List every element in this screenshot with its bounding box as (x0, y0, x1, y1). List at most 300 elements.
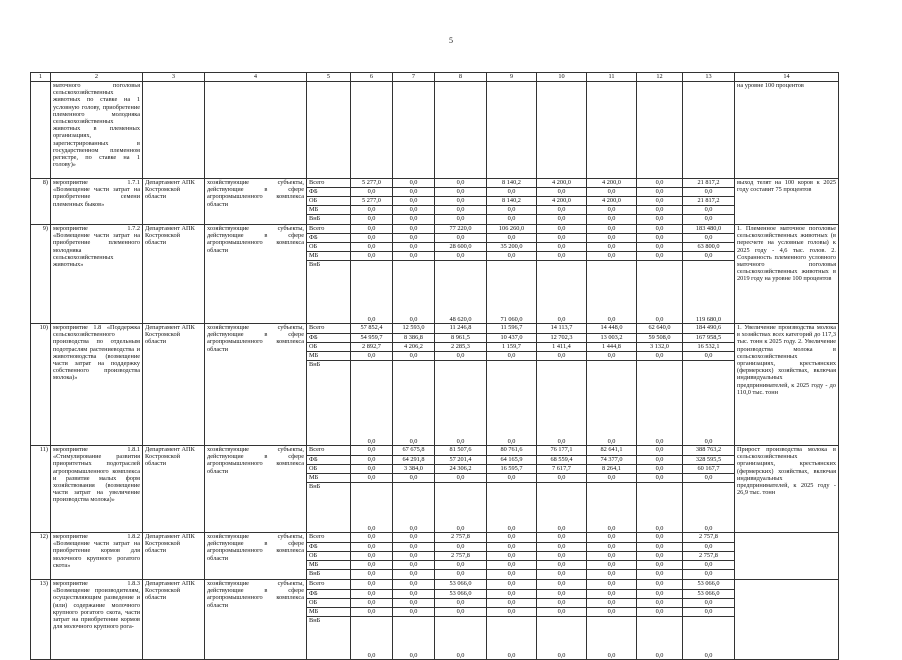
amount-cell: 0,0 (393, 590, 435, 599)
amount-cell: 0,0 (393, 580, 435, 590)
amount-cell: 0,0 (587, 206, 637, 215)
amount-cell: 53 066,0 (435, 580, 487, 590)
amount-cell: 0,0 (351, 361, 393, 446)
amount-cell: 48 620,0 (435, 261, 487, 324)
amount-cell: 0,0 (637, 179, 683, 188)
amount-cell: 0,0 (683, 234, 735, 243)
funding-source: МБ (307, 608, 351, 617)
amount-cell: 54 959,7 (351, 334, 393, 343)
amount-cell: 0,0 (637, 474, 683, 483)
amount-cell: 0,0 (587, 361, 637, 446)
header-cell: 4 (205, 73, 307, 82)
amount-cell: 0,0 (637, 206, 683, 215)
amount-cell: 4 206,2 (393, 343, 435, 352)
amount-cell: 0,0 (435, 197, 487, 206)
amount-cell: 0,0 (637, 483, 683, 533)
funding-source: ФБ (307, 188, 351, 197)
amount-cell: 0,0 (587, 474, 637, 483)
funding-source: Всего (307, 324, 351, 334)
row-number: 12) (31, 533, 51, 580)
amount-cell: 0,0 (351, 352, 393, 361)
executor: Департамент АПК Костромской области (143, 225, 205, 324)
amount-cell: 0,0 (487, 215, 537, 225)
header-cell: 13 (683, 73, 735, 82)
measure-name: мероприятие 1.8 «Поддержка сельскохозяйственного производства по отдельным подотраслям растениеводства и животноводства (возмещение части затрат на поддержку собственного производства молока)» (51, 324, 143, 446)
amount-cell: 8 961,5 (435, 334, 487, 343)
amount-cell: 0,0 (683, 352, 735, 361)
amount-cell: 63 800,0 (683, 243, 735, 252)
amount-cell: 8 386,8 (393, 334, 435, 343)
amount-cell: 0,0 (683, 561, 735, 570)
amount-cell: 0,0 (351, 206, 393, 215)
amount-cell: 0,0 (393, 234, 435, 243)
page-number: 5 (449, 36, 453, 45)
amount-cell: 0,0 (587, 533, 637, 543)
amount-cell: 14 113,7 (537, 324, 587, 334)
measure-name: мероприятие 1.7.2 «Возмещение части затрат на приобретение племенного молодняка сельскохозяйственных животных» (51, 225, 143, 324)
amount-cell: 0,0 (537, 243, 587, 252)
amount-cell: 0,0 (487, 352, 537, 361)
amount-cell: 0,0 (537, 570, 587, 580)
amount-cell: 0,0 (537, 261, 587, 324)
funding-source: ОБ (307, 552, 351, 561)
amount-cell: 68 559,4 (537, 456, 587, 465)
amount-cell: 0,0 (637, 533, 683, 543)
amount-cell: 21 817,2 (683, 197, 735, 206)
amount-cell: 0,0 (487, 252, 537, 261)
measure-row (31, 225, 839, 234)
amount-cell: 0,0 (393, 261, 435, 324)
amount-cell: 0,0 (351, 446, 393, 456)
amount-cell: 0,0 (537, 533, 587, 543)
amount-cell: 1 411,4 (537, 343, 587, 352)
amount-cell: 0,0 (393, 215, 435, 225)
amount-cell: 0,0 (435, 474, 487, 483)
amount-cell: 0,0 (351, 465, 393, 474)
amount-cell: 0,0 (393, 197, 435, 206)
amount-cell: 4 200,0 (587, 179, 637, 188)
funding-source: ВнБ (307, 483, 351, 533)
funding-source: Всего (307, 580, 351, 590)
amount-cell: 0,0 (435, 215, 487, 225)
amount-cell: 0,0 (637, 456, 683, 465)
amount-cell: 0,0 (351, 580, 393, 590)
amount-cell: 3 384,0 (393, 465, 435, 474)
amount-cell: 57 201,4 (435, 456, 487, 465)
amount-cell: 71 060,0 (487, 261, 537, 324)
amount-cell: 0,0 (537, 483, 587, 533)
row-number: 11) (31, 446, 51, 533)
funding-source: ВнБ (307, 361, 351, 446)
amount-cell: 0,0 (587, 188, 637, 197)
amount-cell: 0,0 (435, 352, 487, 361)
amount-cell: 0,0 (435, 361, 487, 446)
amount-cell: 81 507,6 (435, 446, 487, 456)
amount-cell: 0,0 (637, 590, 683, 599)
amount-cell: 2 757,8 (435, 552, 487, 561)
amount-cell: 0,0 (435, 206, 487, 215)
amount-cell: 184 490,6 (683, 324, 735, 334)
executor: Департамент АПК Костромской области (143, 446, 205, 533)
measure-name: мероприятие 1.8.2 «Возмещение части затрат на приобретение кормов для молочного крупного рогатого скота» (51, 533, 143, 580)
continuation-row (31, 82, 839, 179)
amount-cell: 0,0 (393, 552, 435, 561)
amount-cell: 0,0 (537, 361, 587, 446)
funding-source: ВнБ (307, 215, 351, 225)
amount-cell: 388 763,2 (683, 446, 735, 456)
funding-source: ФБ (307, 234, 351, 243)
funding-source: ФБ (307, 334, 351, 343)
amount-cell: 0,0 (435, 188, 487, 197)
amount-cell: 0,0 (537, 352, 587, 361)
amount-cell: 0,0 (587, 599, 637, 608)
measure-row (31, 179, 839, 188)
funding-source: ФБ (307, 590, 351, 599)
amount-cell: 0,0 (393, 483, 435, 533)
amount-cell: 7 617,7 (537, 465, 587, 474)
amount-cell: 0,0 (587, 234, 637, 243)
amount-cell: 0,0 (393, 533, 435, 543)
executor: Департамент АПК Костромской области (143, 179, 205, 225)
expected-result: 1. Племенное маточное поголовье сельскохозяйственных животных (в пересчете на условные головы) к 2025 году - 4,6 тыс. голов. 2. Сохранность племенного условного маточного поголовья сельскохозяйственных животных в 2019 году на уровне 100 процентов (735, 225, 839, 324)
measure-row (31, 533, 839, 543)
amount-cell: 4 200,0 (537, 179, 587, 188)
amount-cell: 0,0 (637, 561, 683, 570)
amount-cell: 0,0 (351, 252, 393, 261)
measure-name: мероприятие 1.8.1 «Стимулирование развития приоритетных подотраслей агропромышленного комплекса и развитие малых форм хозяйствования (возмещение части затрат на увеличение производства молока)» (51, 446, 143, 533)
expected-result: Прирост производства молока в сельскохозяйственных организациях, крестьянских (фермерских) хозяйствах, включая индивидуальных предпринимателей, к 2025 году - 26,9 тыс. тонн (735, 446, 839, 533)
amount-cell: 12 702,3 (537, 334, 587, 343)
amount-cell: 0,0 (393, 561, 435, 570)
measure-row (31, 324, 839, 334)
amount-cell: 57 852,4 (351, 324, 393, 334)
amount-cell: 2 757,8 (683, 533, 735, 543)
amount-cell: 0,0 (683, 608, 735, 617)
amount-cell: 0,0 (351, 225, 393, 234)
amount-cell: 0,0 (637, 215, 683, 225)
amount-cell: 0,0 (435, 543, 487, 552)
executor: Департамент АПК Костромской области (143, 324, 205, 446)
funding-source: Всего (307, 179, 351, 188)
amount-cell: 0,0 (683, 483, 735, 533)
amount-cell: 35 200,0 (487, 243, 537, 252)
header-cell: 10 (537, 73, 587, 82)
measure-name: мероприятие 1.8.3 «Возмещение производителям, осуществляющим разведение и (или) содержание молочного крупного рогатого скота, части затрат на приобретение кормов для молочного крупного рога- (51, 580, 143, 660)
amount-cell: 0,0 (487, 570, 537, 580)
amount-cell: 0,0 (351, 599, 393, 608)
amount-cell: 2 285,3 (435, 343, 487, 352)
amount-cell: 0,0 (537, 474, 587, 483)
amount-cell: 0,0 (537, 552, 587, 561)
amount-cell: 0,0 (637, 352, 683, 361)
expected-result: выход телят на 100 коров к 2025 году составит 75 процентов (735, 179, 839, 225)
amount-cell: 0,0 (351, 215, 393, 225)
funding-source: ВнБ (307, 570, 351, 580)
participants: хозяйствующие субъекты, действующие в сфере агропромышленного комплекса области (205, 225, 307, 324)
amount-cell: 0,0 (393, 599, 435, 608)
amount-cell: 0,0 (637, 234, 683, 243)
amount-cell: 0,0 (487, 617, 537, 660)
amount-cell: 0,0 (393, 352, 435, 361)
amount-cell: 0,0 (637, 543, 683, 552)
amount-cell: 0,0 (683, 252, 735, 261)
amount-cell: 0,0 (351, 261, 393, 324)
amount-cell: 0,0 (487, 608, 537, 617)
amount-cell: 0,0 (351, 483, 393, 533)
amount-cell: 0,0 (487, 599, 537, 608)
amount-cell: 11 596,7 (487, 324, 537, 334)
participants: хозяйствующие субъекты, действующие в сфере агропромышленного комплекса области (205, 446, 307, 533)
row-number: 13) (31, 580, 51, 660)
amount-cell: 0,0 (637, 608, 683, 617)
amount-cell: 5 277,0 (351, 197, 393, 206)
amount-cell: 8 140,2 (487, 179, 537, 188)
amount-cell: 0,0 (537, 225, 587, 234)
amount-cell: 0,0 (351, 570, 393, 580)
amount-cell: 0,0 (351, 188, 393, 197)
amount-cell: 2 757,8 (683, 552, 735, 561)
amount-cell: 0,0 (683, 206, 735, 215)
continued-name: маточного поголовья сельскохозяйственных животных по ставке на 1 условную голову, приобретение племенного молодняка сельскохозяйственных животных в племенных организациях, зарегистрированных в государственном племенном регистре, по ставке на 1 голову)» (51, 82, 143, 179)
amount-cell: 0,0 (393, 188, 435, 197)
amount-cell: 8 140,2 (487, 197, 537, 206)
amount-cell: 0,0 (683, 188, 735, 197)
header-cell: 3 (143, 73, 205, 82)
amount-cell: 0,0 (435, 179, 487, 188)
amount-cell: 0,0 (435, 599, 487, 608)
amount-cell: 0,0 (537, 617, 587, 660)
amount-cell: 0,0 (637, 599, 683, 608)
amount-cell: 0,0 (637, 446, 683, 456)
row-number: 8) (31, 179, 51, 225)
amount-cell: 0,0 (351, 543, 393, 552)
header-row (31, 73, 839, 82)
funding-source: МБ (307, 474, 351, 483)
amount-cell: 11 246,8 (435, 324, 487, 334)
header-cell: 8 (435, 73, 487, 82)
amount-cell: 0,0 (537, 252, 587, 261)
funding-source: ВнБ (307, 617, 351, 660)
participants: хозяйствующие субъекты, действующие в сфере агропромышленного комплекса области (205, 533, 307, 580)
amount-cell: 0,0 (587, 215, 637, 225)
header-cell: 11 (587, 73, 637, 82)
funding-source: Всего (307, 225, 351, 234)
amount-cell: 2 757,8 (435, 533, 487, 543)
amount-cell: 0,0 (351, 608, 393, 617)
amount-cell: 53 066,0 (683, 580, 735, 590)
amount-cell: 0,0 (587, 617, 637, 660)
amount-cell: 0,0 (537, 543, 587, 552)
amount-cell: 0,0 (587, 570, 637, 580)
header-cell: 2 (51, 73, 143, 82)
amount-cell: 0,0 (537, 608, 587, 617)
amount-cell: 24 306,2 (435, 465, 487, 474)
amount-cell: 0,0 (637, 197, 683, 206)
funding-source: МБ (307, 206, 351, 215)
amount-cell: 0,0 (637, 570, 683, 580)
measure-row (31, 580, 839, 590)
amount-cell: 0,0 (537, 590, 587, 599)
amount-cell: 0,0 (587, 261, 637, 324)
amount-cell: 106 260,0 (487, 225, 537, 234)
amount-cell: 0,0 (683, 617, 735, 660)
amount-cell: 0,0 (351, 243, 393, 252)
amount-cell: 0,0 (435, 234, 487, 243)
row-number: 9) (31, 225, 51, 324)
expected-result: 1. Увеличение производства молока в хозяйствах всех категорий до 117,3 тыс. тонн к 2025 году. 2. Увеличение производства молока в сельскохозяйственных организациях, крестьянских (фермерских) хозяйствах, включая индивидуальных предпринимателей, к 2025 году - до 110,0 тыс. тонн (735, 324, 839, 446)
funding-source: МБ (307, 352, 351, 361)
amount-cell: 0,0 (587, 352, 637, 361)
amount-cell: 0,0 (393, 543, 435, 552)
amount-cell: 0,0 (637, 617, 683, 660)
amount-cell: 0,0 (587, 552, 637, 561)
amount-cell: 0,0 (683, 570, 735, 580)
amount-cell: 0,0 (487, 188, 537, 197)
amount-cell: 0,0 (637, 552, 683, 561)
amount-cell: 0,0 (683, 599, 735, 608)
amount-cell: 0,0 (683, 543, 735, 552)
amount-cell: 0,0 (435, 483, 487, 533)
amount-cell: 82 641,1 (587, 446, 637, 456)
amount-cell: 1 159,7 (487, 343, 537, 352)
amount-cell: 14 448,0 (587, 324, 637, 334)
amount-cell: 0,0 (683, 361, 735, 446)
amount-cell: 0,0 (393, 252, 435, 261)
amount-cell: 8 264,1 (587, 465, 637, 474)
amount-cell: 0,0 (637, 188, 683, 197)
amount-cell: 0,0 (487, 590, 537, 599)
amount-cell: 0,0 (487, 533, 537, 543)
header-cell: 14 (735, 73, 839, 82)
funding-source: ВнБ (307, 261, 351, 324)
row-number: 10) (31, 324, 51, 446)
funding-source: ОБ (307, 343, 351, 352)
expected-result (735, 580, 839, 660)
amount-cell: 0,0 (393, 474, 435, 483)
amount-cell: 0,0 (537, 206, 587, 215)
executor: Департамент АПК Костромской области (143, 533, 205, 580)
amount-cell: 0,0 (487, 474, 537, 483)
amount-cell: 183 480,0 (683, 225, 735, 234)
amount-cell: 0,0 (393, 179, 435, 188)
amount-cell: 0,0 (351, 617, 393, 660)
amount-cell: 16 532,1 (683, 343, 735, 352)
amount-cell: 0,0 (637, 580, 683, 590)
amount-cell: 0,0 (587, 590, 637, 599)
executor: Департамент АПК Костромской области (143, 580, 205, 660)
funding-source: МБ (307, 252, 351, 261)
amount-cell: 0,0 (637, 261, 683, 324)
amount-cell: 0,0 (351, 234, 393, 243)
amount-cell: 76 177,1 (537, 446, 587, 456)
table-body (31, 73, 839, 660)
amount-cell: 0,0 (435, 608, 487, 617)
amount-cell: 5 277,0 (351, 179, 393, 188)
amount-cell: 0,0 (587, 252, 637, 261)
funding-source: Всего (307, 446, 351, 456)
amount-cell: 0,0 (637, 225, 683, 234)
amount-cell: 60 167,7 (683, 465, 735, 474)
amount-cell: 77 220,0 (435, 225, 487, 234)
amount-cell: 1 444,8 (587, 343, 637, 352)
funding-source: ФБ (307, 456, 351, 465)
amount-cell: 2 892,7 (351, 343, 393, 352)
amount-cell: 0,0 (393, 243, 435, 252)
amount-cell: 0,0 (587, 543, 637, 552)
amount-cell: 13 003,2 (587, 334, 637, 343)
amount-cell: 0,0 (351, 590, 393, 599)
amount-cell: 21 817,2 (683, 179, 735, 188)
participants: хозяйствующие субъекты, действующие в сфере агропромышленного комплекса области (205, 179, 307, 225)
header-cell: 7 (393, 73, 435, 82)
amount-cell: 80 761,6 (487, 446, 537, 456)
header-cell: 6 (351, 73, 393, 82)
amount-cell: 119 680,0 (683, 261, 735, 324)
amount-cell: 0,0 (537, 561, 587, 570)
amount-cell: 74 377,0 (587, 456, 637, 465)
amount-cell: 0,0 (351, 533, 393, 543)
amount-cell: 0,0 (537, 580, 587, 590)
amount-cell: 62 640,0 (637, 324, 683, 334)
participants: хозяйствующие субъекты, действующие в сфере агропромышленного комплекса области (205, 324, 307, 446)
continued-result: на уровне 100 процентов (735, 82, 839, 179)
amount-cell: 0,0 (587, 483, 637, 533)
amount-cell: 0,0 (487, 561, 537, 570)
amount-cell: 0,0 (435, 561, 487, 570)
funding-source: ОБ (307, 599, 351, 608)
amount-cell: 53 066,0 (683, 590, 735, 599)
amount-cell: 0,0 (393, 608, 435, 617)
amount-cell: 0,0 (587, 561, 637, 570)
amount-cell: 0,0 (351, 474, 393, 483)
amount-cell: 59 508,0 (637, 334, 683, 343)
amount-cell: 0,0 (587, 225, 637, 234)
header-cell: 12 (637, 73, 683, 82)
amount-cell: 0,0 (537, 215, 587, 225)
amount-cell: 0,0 (537, 599, 587, 608)
amount-cell: 3 132,0 (637, 343, 683, 352)
amount-cell: 0,0 (393, 206, 435, 215)
amount-cell: 0,0 (351, 561, 393, 570)
amount-cell: 0,0 (435, 617, 487, 660)
measure-row (31, 446, 839, 456)
amount-cell: 328 595,5 (683, 456, 735, 465)
amount-cell: 0,0 (393, 570, 435, 580)
amount-cell: 0,0 (351, 552, 393, 561)
amount-cell: 0,0 (487, 580, 537, 590)
funding-source: ОБ (307, 465, 351, 474)
amount-cell: 4 200,0 (537, 197, 587, 206)
amount-cell: 12 593,0 (393, 324, 435, 334)
amount-cell: 0,0 (587, 243, 637, 252)
expected-result (735, 533, 839, 580)
amount-cell: 0,0 (487, 543, 537, 552)
amount-cell: 0,0 (487, 234, 537, 243)
amount-cell: 0,0 (637, 465, 683, 474)
amount-cell: 0,0 (487, 361, 537, 446)
funding-source: ОБ (307, 197, 351, 206)
amount-cell: 0,0 (683, 474, 735, 483)
amount-cell: 0,0 (587, 608, 637, 617)
funding-source: ФБ (307, 543, 351, 552)
amount-cell: 0,0 (487, 483, 537, 533)
amount-cell: 28 600,0 (435, 243, 487, 252)
amount-cell: 167 958,5 (683, 334, 735, 343)
amount-cell: 0,0 (435, 252, 487, 261)
amount-cell: 0,0 (393, 617, 435, 660)
amount-cell: 0,0 (637, 243, 683, 252)
header-cell: 5 (307, 73, 351, 82)
